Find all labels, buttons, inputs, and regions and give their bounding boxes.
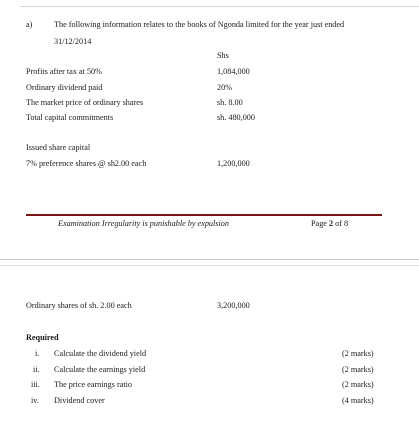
preference-shares-value: 1,200,000	[217, 159, 250, 168]
part-num: iv.	[31, 396, 39, 405]
question-number: a)	[26, 20, 33, 29]
part-marks: (2 marks)	[342, 349, 374, 358]
part-text: Calculate the dividend yield	[54, 349, 147, 358]
footer-warning: Examination Irregularity is punishable by expulsion	[58, 219, 229, 228]
page-prefix: Page	[311, 219, 329, 228]
item-label-profits: Profits after tax at 50%	[26, 67, 102, 76]
preference-shares-label: 7% preference shares @ sh2.00 each	[26, 159, 147, 168]
item-label-commitments: Total capital commitments	[26, 113, 114, 122]
issued-capital-header: Issued share capital	[26, 143, 91, 152]
part-marks: (4 marks)	[342, 396, 374, 405]
item-value-profits: 1,084,000	[217, 67, 250, 76]
item-value-commitments: sh. 480,000	[217, 113, 255, 122]
page-break-rule-2	[0, 265, 419, 266]
footer-page	[311, 219, 348, 229]
ordinary-shares-value: 3,200,000	[217, 301, 250, 310]
page-break-rule-1	[0, 259, 419, 260]
part-text: Dividend cover	[54, 396, 105, 405]
page-number: 2	[328, 219, 334, 228]
intro-line-2: 31/12/2014	[54, 37, 92, 46]
top-rule	[20, 6, 419, 7]
ordinary-shares-label: Ordinary shares of sh. 2.00 each	[26, 301, 132, 310]
part-marks: (2 marks)	[342, 365, 374, 374]
page-suffix: of 8	[333, 219, 349, 228]
item-value-dividend: 20%	[217, 83, 233, 92]
item-label-market-price: The market price of ordinary shares	[26, 98, 144, 107]
item-value-market-price: sh. 8.00	[217, 98, 243, 107]
part-num: i.	[35, 349, 40, 358]
footer-rule	[26, 214, 382, 216]
part-num: iii.	[31, 380, 40, 389]
part-text: Calculate the earnings yield	[54, 365, 146, 374]
item-label-dividend: Ordinary dividend paid	[26, 83, 103, 92]
part-text: The price earnings ratio	[54, 380, 132, 389]
currency-header: Shs	[217, 51, 229, 60]
part-num: ii.	[33, 365, 40, 374]
intro-line-1: The following information relates to the books of Ngonda limited for the year just ended	[54, 20, 345, 29]
part-marks: (2 marks)	[342, 380, 374, 389]
required-heading: Required	[26, 333, 59, 342]
